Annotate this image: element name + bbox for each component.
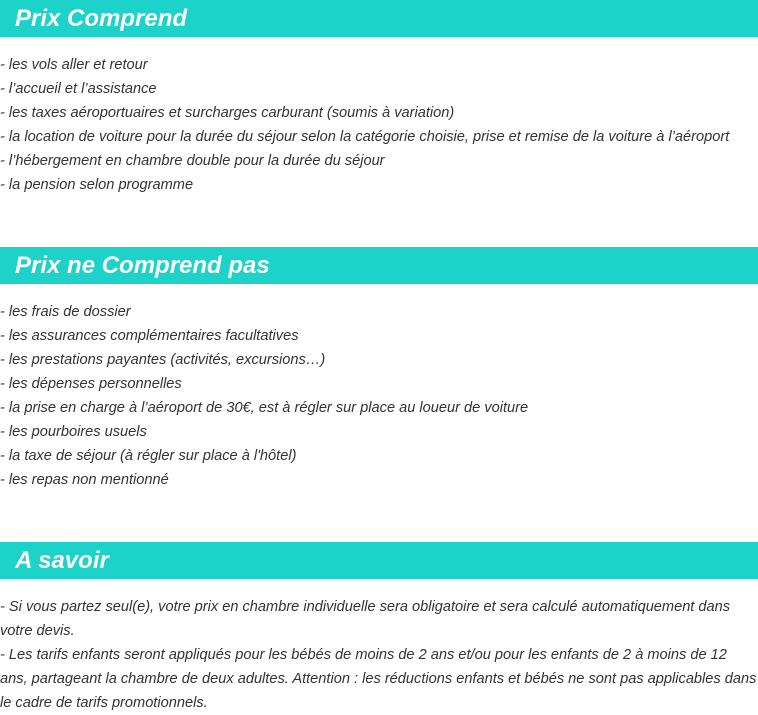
list-item: - la location de voiture pour la durée du séjour selon la catégorie choisie, prise et remise de la voiture à l’aéroport — [0, 129, 730, 145]
list-item: - les prestations payantes (activités, excursions…) — [0, 352, 326, 368]
list-item: - les assurances complémentaires facultatives — [0, 328, 299, 344]
section-title: Prix Comprend — [0, 0, 758, 37]
info-paragraph: - Si vous partez seul(e), votre prix en chambre individuelle sera obligatoire et sera calculé automatiquement dans votre devis. — [0, 599, 731, 639]
list-item: - les dépenses personnelles — [0, 376, 182, 392]
section-not-included — [0, 247, 758, 492]
list-item: - les taxes aéroportuaires et surcharges carburant (soumis à variation) — [0, 105, 455, 121]
list-item: - l’accueil et l’assistance — [0, 81, 157, 97]
section-included — [0, 0, 758, 197]
info-paragraph: - Les tarifs enfants seront appliqués pour les bébés de moins de 2 ans et/ou pour les enfants de 2 à moins de 12 ans, partageant la chambre de deux adultes. Attention : les réductions enfants et bébés ne sont pas applicables dans le cadre de tarifs promotionnels. — [0, 647, 757, 711]
section-good-to-know — [0, 542, 758, 715]
included-list — [0, 53, 758, 197]
list-item: - la prise en charge à l’aéroport de 30€, est à régler sur place au loueur de voiture — [0, 400, 529, 416]
list-item: - les vols aller et retour — [0, 57, 148, 73]
info-text — [0, 595, 758, 715]
list-item: - les pourboires usuels — [0, 424, 147, 440]
list-item: - les repas non mentionné — [0, 472, 169, 488]
not-included-list — [0, 300, 758, 492]
list-item: - la taxe de séjour (à régler sur place à l'hôtel) — [0, 448, 297, 464]
list-item: - la pension selon programme — [0, 177, 194, 193]
section-title: Prix ne Comprend pas — [0, 247, 758, 284]
list-item: - l’hébergement en chambre double pour la durée du séjour — [0, 153, 385, 169]
list-item: - les frais de dossier — [0, 304, 131, 320]
section-title: A savoir — [0, 542, 758, 579]
